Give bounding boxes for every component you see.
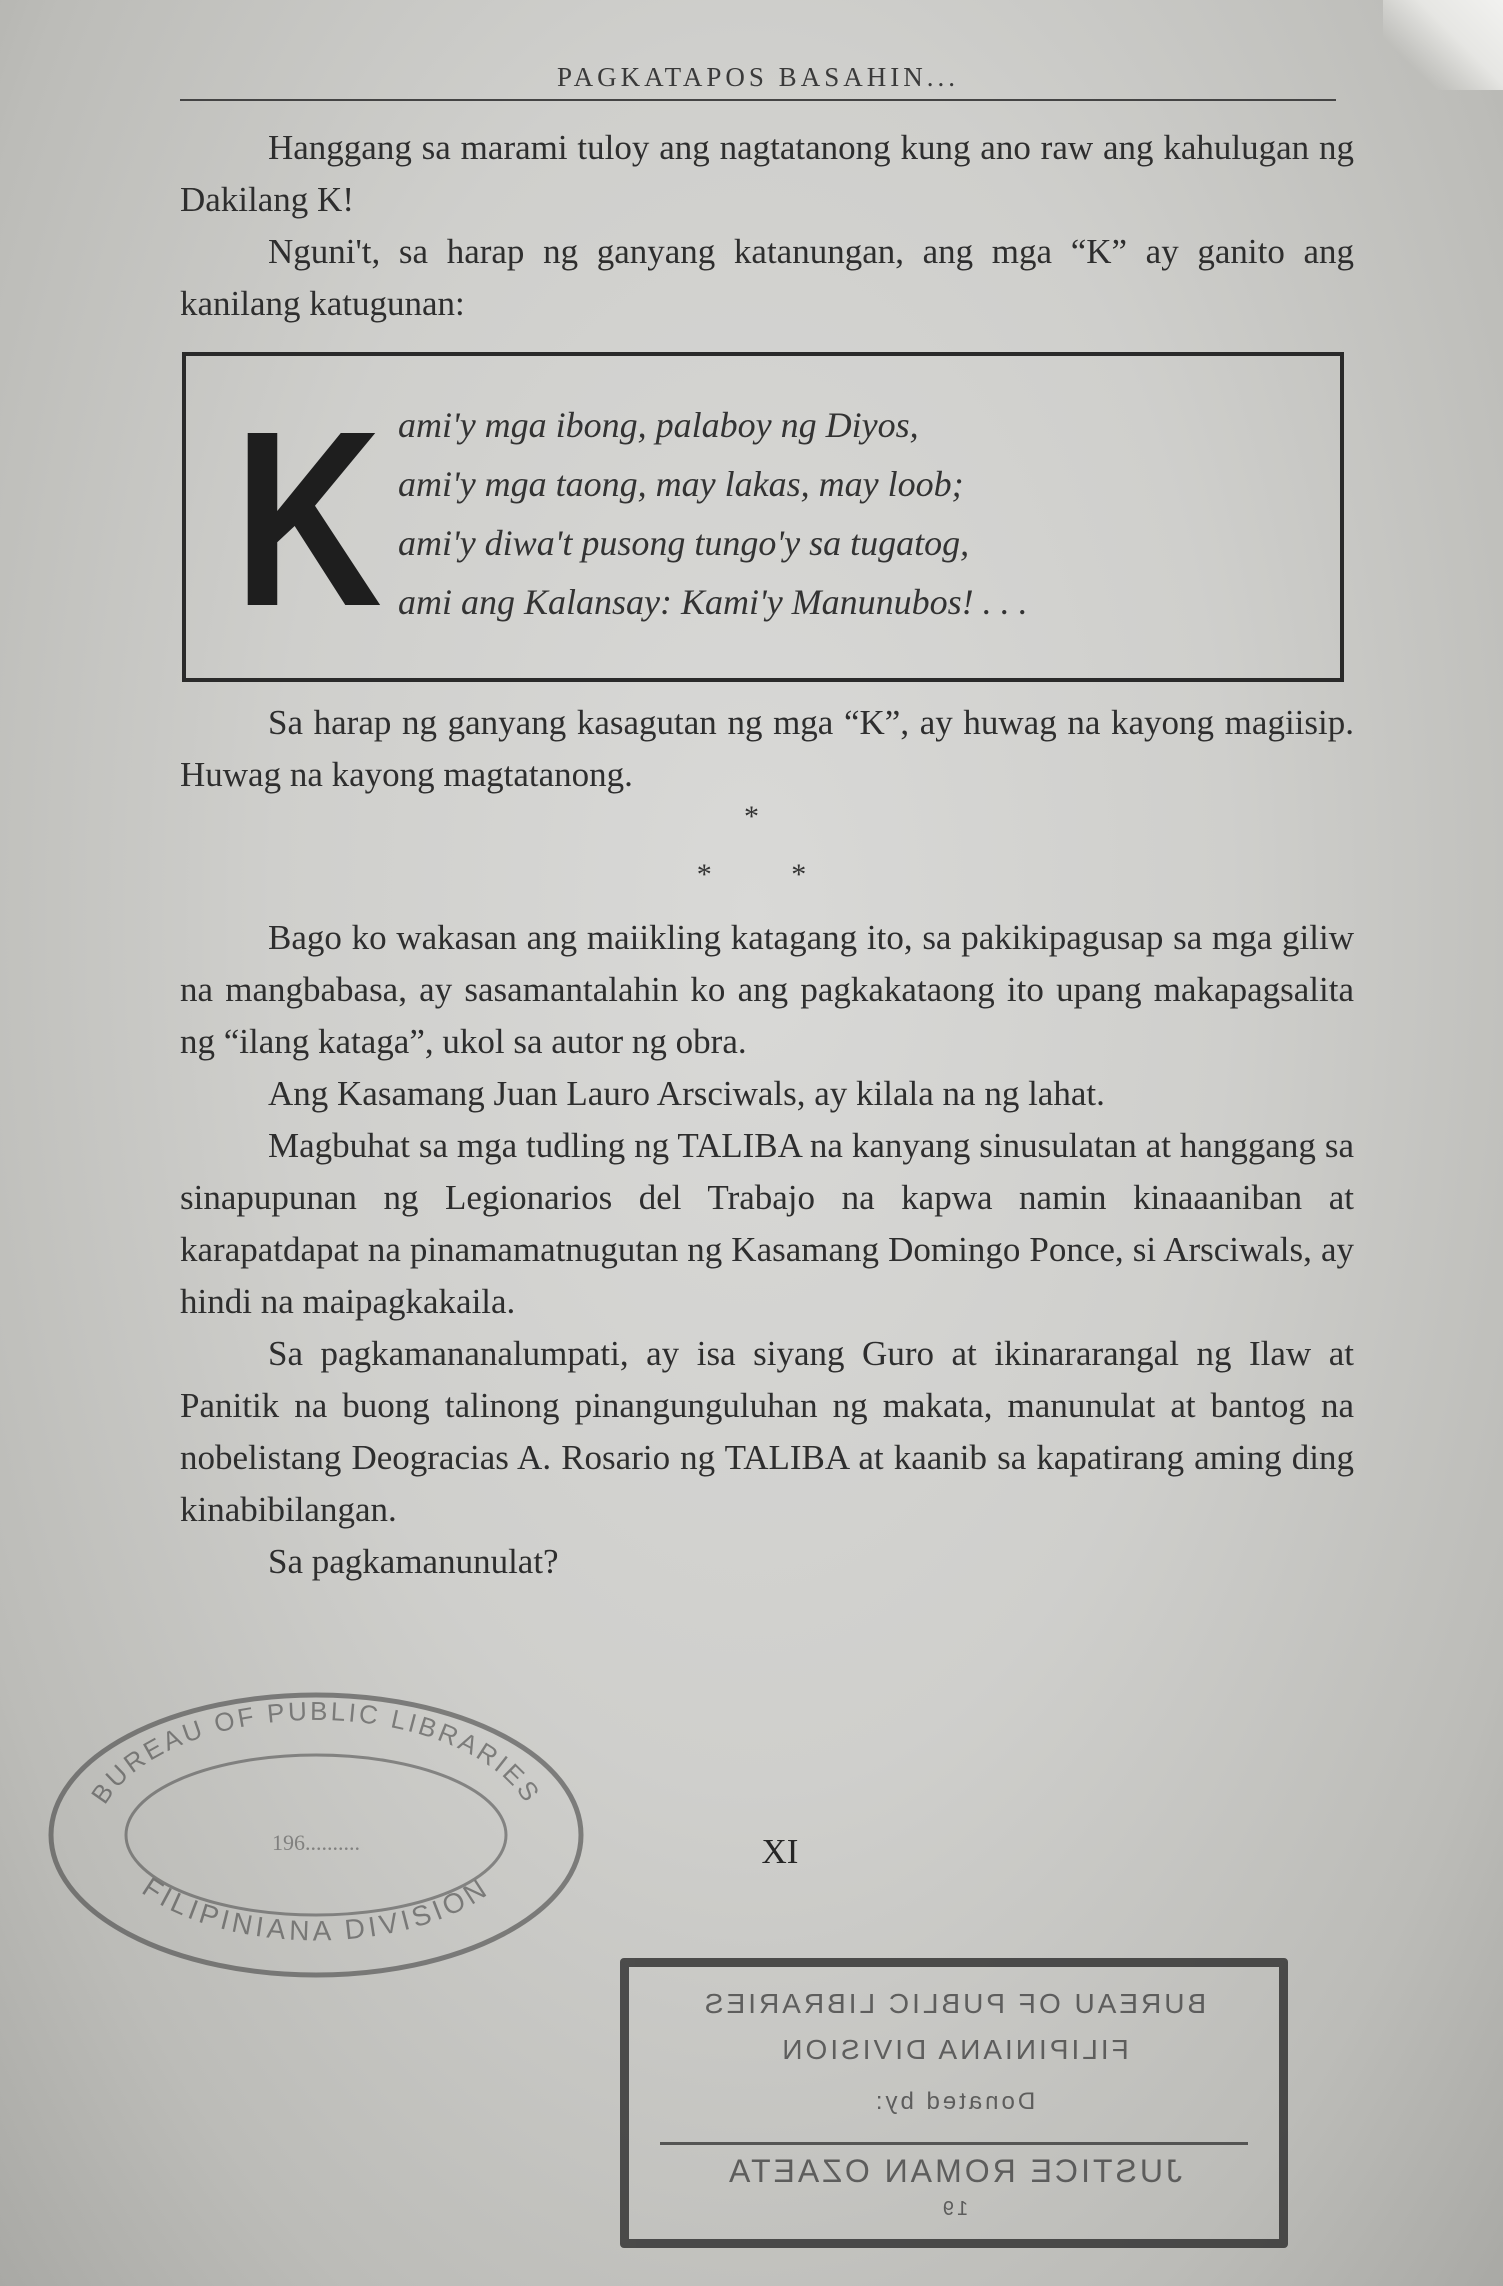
oval-stamp-date: 196.......... [272, 1830, 360, 1855]
drop-cap-k: K [234, 379, 383, 658]
stamp-line-2: FILIPINIANA DIVISION [779, 2034, 1129, 2065]
stamp-line-1: BUREAU OF PUBLIC LIBRARIES [701, 1988, 1207, 2019]
oval-stamp-bottom-text: FILIPINIANA DIVISION [137, 1871, 495, 1947]
poem-line-3: ami'y diwa't pusong tungo'y sa tugatog, [398, 523, 970, 563]
body-paragraph-3: Magbuhat sa mga tudling ng TALIBA na kanyang sinusulatan at hanggang sa sinapupunan ng Legionarios del Trabajo na kapwa namin kinaaaniban at karapatdapat na pinamamatnugutan ng Kasamang Domingo Ponce, si Arsciwals, ay hindi na maipagkakaila. [180, 1126, 1354, 1321]
body-paragraph-4: Sa pagkamananalumpati, ay isa siyang Guro at ikinararangal ng Ilaw at Panitik na buong talinong pinangunguluhan ng makata, manunulat at bantog na nobelistang Deogracias A. Rosario ng TALIBA at kaanib sa kapatirang aming ding kinabibilangan. [180, 1334, 1354, 1529]
body-paragraph-1: Bago ko wakasan ang maiikling katagang ito, sa pakikipagusap sa mga giliw na mangbabasa, ay sasamantalahin ko ang pagkakataong ito upang makapagsalita ng “ilang kataga”, ukol sa autor ng obra. [180, 918, 1354, 1061]
asterism-bottom: * * [696, 858, 843, 891]
stamp-line-3: Donated by: [872, 2088, 1036, 2115]
oval-stamp-top-text: BUREAU OF PUBLIC LIBRARIES [84, 1695, 548, 1809]
header-rule [180, 99, 1336, 101]
body-paragraph-5: Sa pagkamanunulat? [268, 1542, 559, 1581]
poem-lines [398, 396, 1028, 632]
poem-line-1: ami'y mga ibong, palaboy ng Diyos, [398, 405, 919, 445]
running-head: PAGKATAPOS BASAHIN... [557, 62, 959, 92]
intro-paragraph-1: Hanggang sa marami tuloy ang nagtatanong kung ano raw ang kahulugan ng Dakilang K! [180, 128, 1354, 219]
poem-line-4: ami ang Kalansay: Kami'y Manunubos! . . . [398, 582, 1028, 622]
library-oval-stamp [36, 1680, 596, 1980]
answer-text [180, 697, 1354, 801]
donation-rect-stamp [620, 1958, 1288, 2248]
stamp-line-4: JUSTICE ROMAN OZAETA [660, 2142, 1248, 2190]
body-text [180, 912, 1354, 1588]
answer-paragraph: Sa harap ng ganyang kasagutan ng mga “K”, ay huwag na kayong magiisip. Huwag na kayong magtatanong. [180, 703, 1354, 794]
poem-line-2: ami'y mga taong, may lakas, may loob; [398, 464, 964, 504]
page-number: XI [761, 1832, 799, 1871]
intro-paragraph-2: Nguni't, sa harap ng ganyang katanungan, ang mga “K” ay ganito ang kanilang katugunan: [180, 232, 1354, 323]
intro-text [180, 122, 1354, 330]
asterism-top: * [744, 800, 759, 833]
stamp-line-5: 19 [939, 2198, 969, 2220]
body-paragraph-2: Ang Kasamang Juan Lauro Arsciwals, ay kilala na ng lahat. [268, 1074, 1105, 1113]
poem-box [182, 352, 1344, 682]
